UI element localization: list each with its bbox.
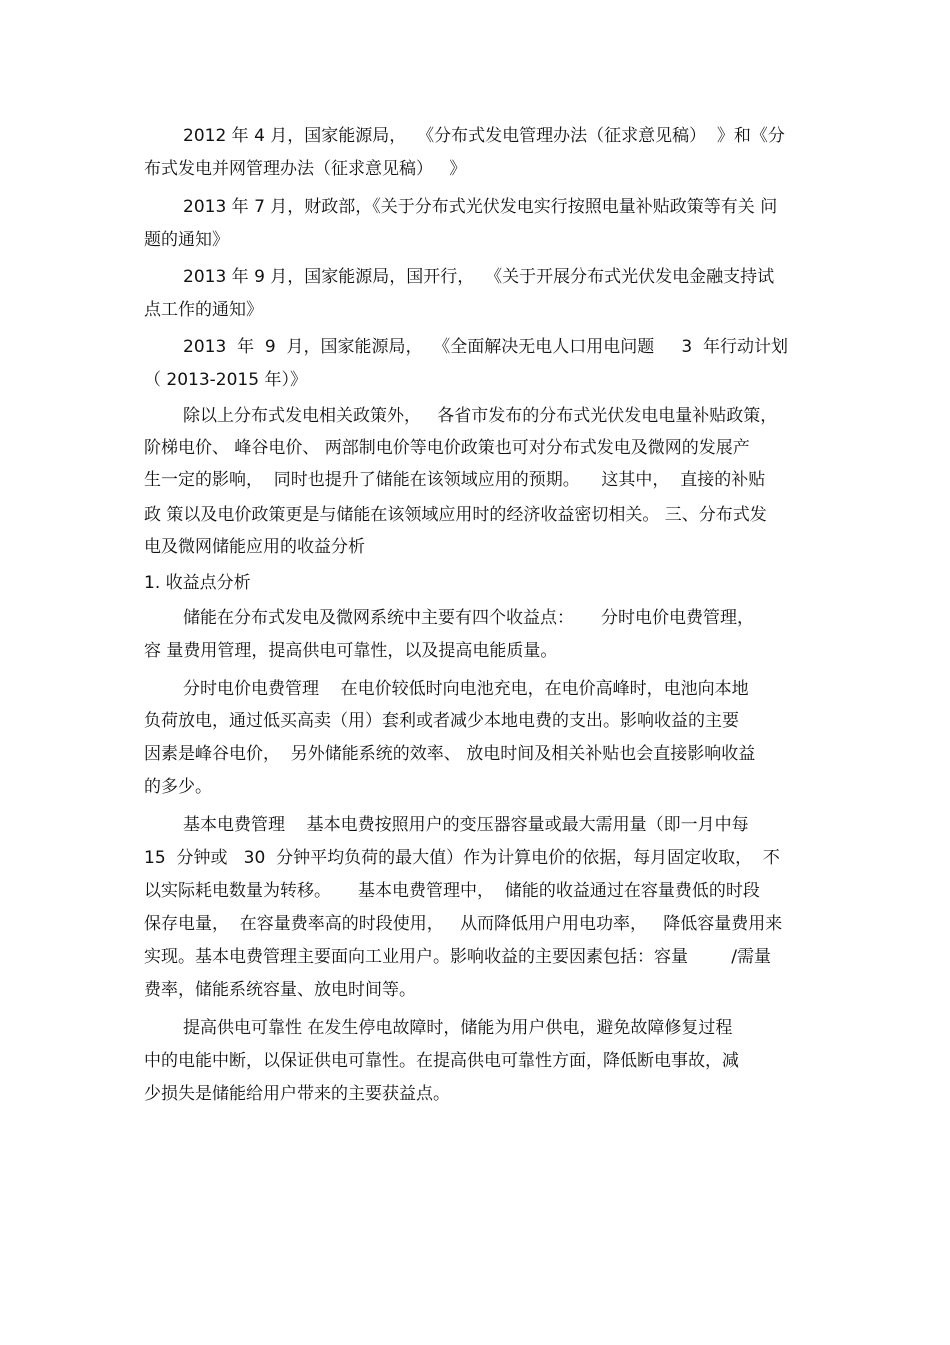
text-line: 电及微网储能应用的收益分析 — [144, 537, 365, 557]
text-line: 生一定的影响， 同时也提升了储能在该领域应用的预期。 这其中， 直接的补贴 — [144, 470, 766, 490]
text-line: 2013 年 9 月，国家能源局， 《全面解决无电人口用电问题 3 年行动计划 — [183, 337, 788, 357]
text-line: 2013 年 9 月，国家能源局，国开行， 《关于开展分布式光伏发电金融支持试 — [183, 267, 775, 287]
text-line: 2012 年 4 月，国家能源局， 《分布式发电管理办法（征求意见稿） 》和《分 — [183, 126, 785, 146]
text-line: 因素是峰谷电价， 另外储能系统的效率、 放电时间及相关补贴也会直接影响收益 — [144, 744, 756, 764]
section-heading: 1. 收益点分析 — [144, 573, 251, 593]
text-line: 阶梯电价、 峰谷电价、 两部制电价等电价政策也可对分布式发电及微网的发展产 — [144, 438, 750, 458]
text-line: 题的通知》 — [144, 230, 229, 250]
text-line: 2013 年 7 月，财政部，《关于分布式光伏发电实行按照电量补贴政策等有关 问 — [183, 197, 778, 217]
text-line: （ 2013-2015 年）》 — [144, 370, 307, 390]
text-line: 少损失是储能给用户带来的主要获益点。 — [144, 1084, 450, 1104]
text-line: 点工作的通知》 — [144, 300, 263, 320]
text-line: 储能在分布式发电及微网系统中主要有四个收益点： 分时电价电费管理， — [183, 608, 755, 628]
text-line: 费率，储能系统容量、放电时间等。 — [144, 980, 416, 1000]
text-line: 提高供电可靠性 在发生停电故障时，储能为用户供电，避免故障修复过程 — [183, 1018, 733, 1038]
text-line: 除以上分布式发电相关政策外， 各省市发布的分布式光伏发电电量补贴政策， — [183, 406, 778, 426]
text-line: 保存电量， 在容量费率高的时段使用， 从而降低用户用电功率， 降低容量费用来 — [144, 914, 783, 934]
text-line: 分时电价电费管理 在电价较低时向电池充电，在电价高峰时，电池向本地 — [183, 679, 749, 699]
text-line: 基本电费管理 基本电费按照用户的变压器容量或最大需用量（即一月中每 — [183, 815, 749, 835]
text-line: 负荷放电，通过低买高卖（用）套利或者减少本地电费的支出。影响收益的主要 — [144, 711, 739, 731]
text-line: 的多少。 — [144, 777, 212, 797]
text-line: 实现。基本电费管理主要面向工业用户。影响收益的主要因素包括：容量 /需量 — [144, 947, 771, 967]
text-line: 布式发电并网管理办法（征求意见稿） 》 — [144, 159, 467, 179]
text-line: 政 策以及电价政策更是与储能在该领域应用时的经济收益密切相关。 三、分布式发 — [144, 505, 767, 525]
text-line: 以实际耗电数量为转移。 基本电费管理中， 储能的收益通过在容量费低的时段 — [144, 881, 760, 901]
text-line: 15 分钟或 30 分钟平均负荷的最大值）作为计算电价的依据，每月固定收取， 不 — [144, 848, 780, 868]
text-line: 容 量费用管理，提高供电可靠性，以及提高电能质量。 — [144, 641, 558, 661]
text-line: 中的电能中断，以保证供电可靠性。在提高供电可靠性方面，降低断电事故，减 — [144, 1051, 739, 1071]
